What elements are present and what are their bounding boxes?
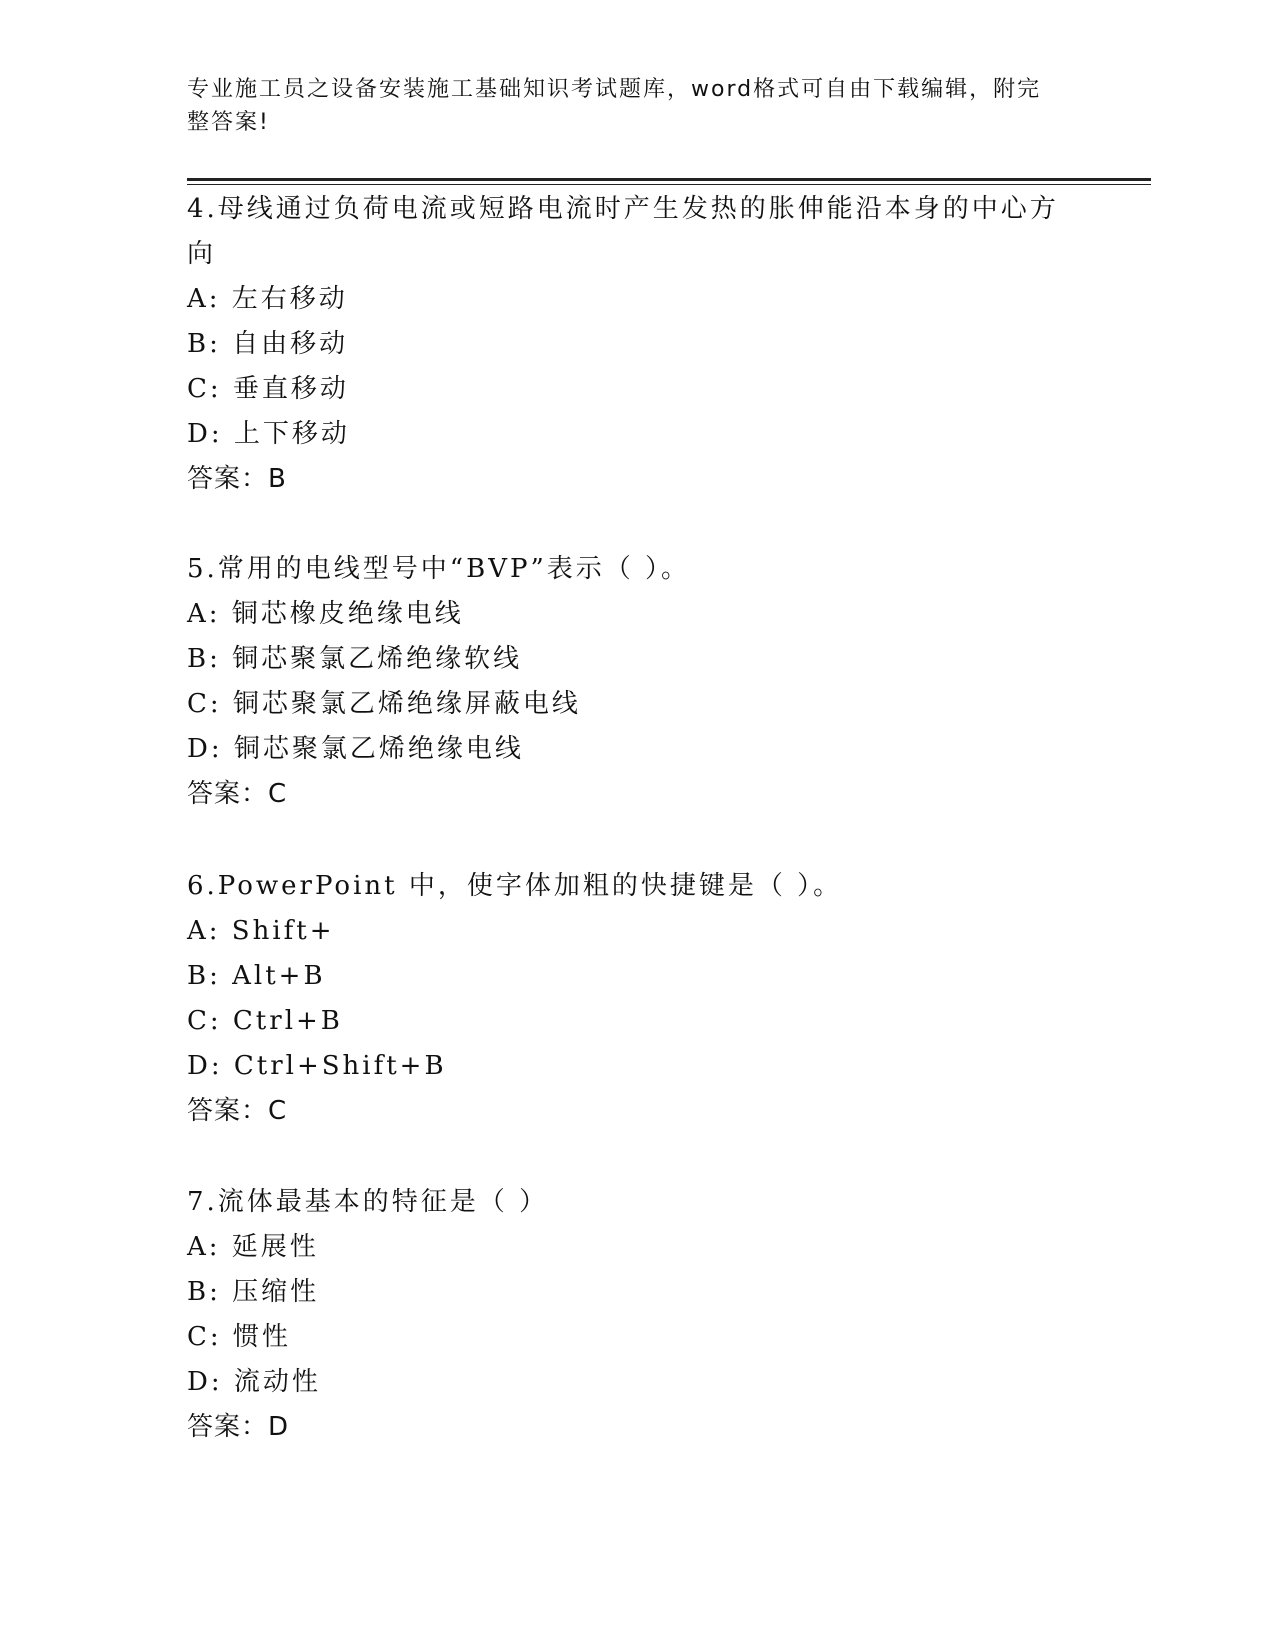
option-d: D: Ctrl+Shift+B xyxy=(187,1051,447,1081)
option-b: B: 压缩性 xyxy=(187,1277,320,1307)
question-title: 6.PowerPoint 中，使字体加粗的快捷键是（ ）。 xyxy=(187,871,843,901)
option-d: D: 铜芯聚氯乙烯绝缘电线 xyxy=(187,734,524,764)
question-6 xyxy=(187,864,1087,1134)
answer: 答案：C xyxy=(187,779,288,809)
option-c: C: 惯性 xyxy=(187,1322,291,1352)
option-b: B: 铜芯聚氯乙烯绝缘软线 xyxy=(187,644,523,674)
question-title: 5.常用的电线型号中“BVP”表示（ ）。 xyxy=(187,554,691,584)
question-7 xyxy=(187,1180,1087,1450)
answer: 答案：C xyxy=(187,1096,288,1126)
option-c: C: 铜芯聚氯乙烯绝缘屏蔽电线 xyxy=(187,689,581,719)
option-b: B: 自由移动 xyxy=(187,329,349,359)
option-a: A: 延展性 xyxy=(187,1232,319,1262)
option-c: C: Ctrl+B xyxy=(187,1006,343,1036)
answer: 答案：B xyxy=(187,464,287,494)
question-title: 7.流体最基本的特征是（ ） xyxy=(187,1187,549,1217)
question-title-cont: 向 xyxy=(187,239,217,269)
option-a: A: 左右移动 xyxy=(187,284,348,314)
option-b: B: Alt+B xyxy=(187,961,326,991)
document-header xyxy=(187,73,1067,139)
option-d: D: 上下移动 xyxy=(187,419,350,449)
option-a: A: Shift+ xyxy=(187,916,335,946)
question-4 xyxy=(187,187,1087,502)
question-title: 4.母线通过负荷电流或短路电流时产生发热的胀伸能沿本身的中心方 xyxy=(187,194,1059,224)
answer: 答案：D xyxy=(187,1412,290,1442)
option-d: D: 流动性 xyxy=(187,1367,321,1397)
option-c: C: 垂直移动 xyxy=(187,374,349,404)
option-a: A: 铜芯橡皮绝缘电线 xyxy=(187,599,464,629)
header-line-2: 整答案! xyxy=(187,110,270,135)
header-divider-thick xyxy=(187,178,1151,181)
header-line-1: 专业施工员之设备安装施工基础知识考试题库，word格式可自由下载编辑，附完 xyxy=(187,77,1042,102)
question-5 xyxy=(187,547,1087,817)
header-divider-thin xyxy=(187,184,1151,185)
